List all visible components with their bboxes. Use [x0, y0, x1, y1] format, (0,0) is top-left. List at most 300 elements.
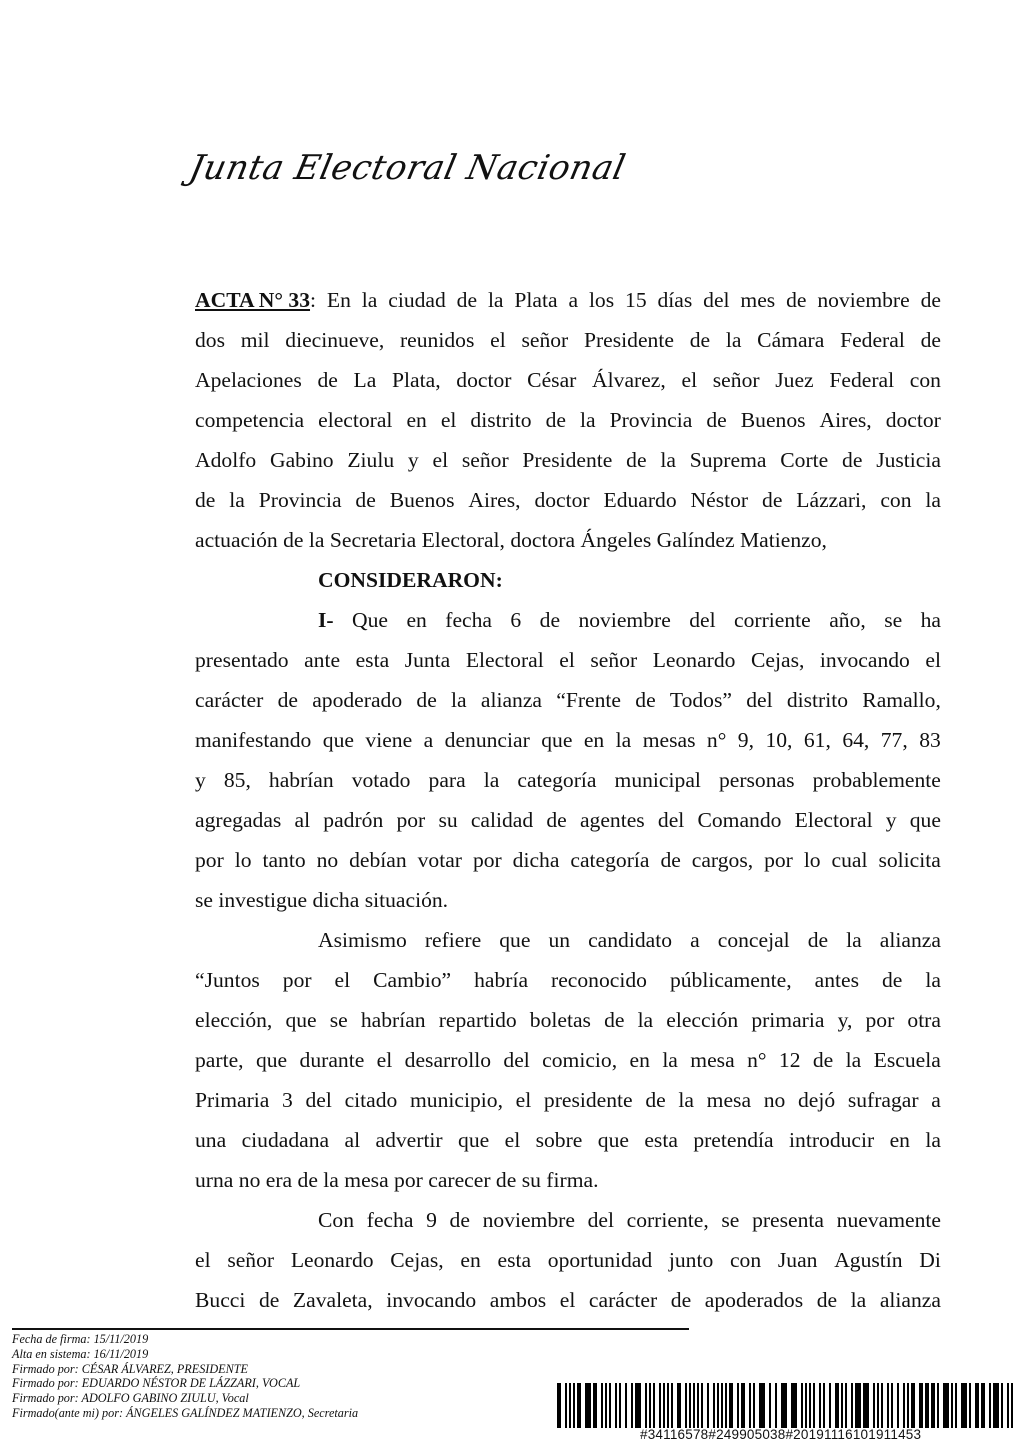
document-line [195, 1283, 941, 1323]
word: 83 [919, 728, 941, 752]
word: Primaria [195, 1088, 270, 1112]
word: Cejas, [751, 648, 805, 672]
word: que [909, 808, 941, 832]
word: agregadas [195, 808, 282, 832]
document-line [195, 1083, 941, 1123]
word: ha [920, 608, 941, 632]
word: ante [304, 648, 341, 672]
word: Comando [697, 808, 782, 832]
word: señor [712, 368, 760, 392]
word: de [546, 808, 567, 832]
word: 9 [426, 1208, 437, 1232]
word: de [355, 488, 376, 512]
word: Lázzari, [796, 488, 867, 512]
word: de [812, 1048, 834, 1072]
word: Leonardo [290, 1248, 374, 1272]
word: introducir [789, 1128, 875, 1152]
word: la [229, 488, 245, 512]
word: Agustín [834, 1248, 903, 1272]
word: Plata, [392, 368, 441, 392]
word: invocando [386, 1288, 477, 1312]
word: la [660, 448, 676, 472]
document-line [195, 723, 941, 763]
word: señor [461, 448, 509, 472]
word: de [670, 1288, 692, 1312]
word: la [361, 288, 378, 312]
word: en [406, 408, 427, 432]
word: en [889, 1128, 910, 1152]
word: Bucci [195, 1288, 246, 1312]
word: de [604, 1008, 625, 1032]
word: Electoral [465, 648, 544, 672]
word: con [909, 368, 941, 392]
word: ciudad [388, 288, 446, 312]
word: del [305, 1088, 332, 1112]
word: los [588, 288, 615, 312]
word: n° [747, 1048, 767, 1072]
word: por [396, 808, 426, 832]
word: la [925, 488, 941, 512]
word: comicio, [542, 1048, 618, 1072]
word: otra [907, 1008, 941, 1032]
word: votado [351, 768, 411, 792]
word: Asimismo [318, 928, 407, 952]
word: de [762, 488, 783, 512]
word: para [428, 768, 466, 792]
word: fecha [445, 608, 492, 632]
word: Aires, [819, 408, 872, 432]
word: Plata [514, 288, 558, 312]
word: junto [668, 1248, 714, 1272]
signature-date: Fecha de firma: 15/11/2019 [12, 1332, 149, 1346]
document-line [195, 963, 941, 1003]
word: de [660, 848, 681, 872]
word: habría [474, 968, 529, 992]
word: durante [299, 1048, 365, 1072]
word: Adolfo [195, 448, 257, 472]
word: primaria [751, 1008, 825, 1032]
word: de [635, 688, 656, 712]
word: repartido [438, 1008, 517, 1032]
system-date: Alta en sistema: 16/11/2019 [12, 1346, 149, 1361]
word: que [322, 728, 354, 752]
word: doctor [456, 368, 512, 392]
word: diecinueve, [285, 328, 385, 352]
word: la [850, 1288, 867, 1312]
word: electoral [318, 408, 393, 432]
word: candidato [588, 928, 673, 952]
word: Que [352, 608, 389, 632]
word: días [657, 288, 693, 312]
word: a [568, 288, 579, 312]
word: año, [829, 608, 866, 632]
word: n° [706, 728, 727, 752]
signature-block [12, 1332, 358, 1421]
word: Zavaleta, [292, 1288, 373, 1312]
word: Provincia [609, 408, 693, 432]
word: 6 [510, 608, 522, 632]
word: César [527, 368, 577, 392]
word: se [329, 1008, 348, 1032]
document-line [195, 843, 941, 883]
word: refiere [424, 928, 482, 952]
word: cual [831, 848, 868, 872]
word: Buenos [740, 408, 806, 432]
document-line [195, 1043, 941, 1083]
word: votar [417, 848, 462, 872]
word: presenta [752, 1208, 825, 1232]
word: la [637, 1008, 654, 1032]
signer-secretary: Firmado(ante mi) por: ÁNGELES GALÍNDEZ MATIENZO, Secretaria [12, 1405, 359, 1420]
word: la [451, 688, 467, 712]
word: Di [919, 1248, 941, 1272]
word: de [449, 1208, 470, 1232]
word: presidente [543, 1088, 633, 1112]
word: doctor [885, 408, 941, 432]
word: de [456, 288, 478, 312]
word: viene [365, 728, 413, 752]
word: su [438, 808, 458, 832]
word: Presidente [583, 328, 674, 352]
document-line [195, 363, 941, 403]
word: en [406, 608, 427, 632]
word: el [432, 448, 449, 472]
word: desarrollo [404, 1048, 491, 1072]
word: reconocido [551, 968, 647, 992]
word: calidad [470, 808, 534, 832]
word: de [807, 928, 829, 952]
letterhead-title: Junta Electoral Nacional [185, 148, 630, 188]
word: a [690, 928, 700, 952]
word: que [541, 728, 573, 752]
word: por [764, 848, 793, 872]
word: alianza [879, 928, 941, 952]
word: se [721, 1208, 740, 1232]
word: de [786, 288, 807, 312]
word: el [681, 368, 698, 392]
word: Ramallo, [862, 688, 941, 712]
word: concejal [717, 928, 790, 952]
word: de [416, 688, 437, 712]
word: Federal [840, 328, 905, 352]
word: En [326, 288, 351, 312]
word: el [376, 1048, 393, 1072]
word: Álvarez, [592, 368, 666, 392]
document-line [195, 483, 941, 523]
word: de [920, 288, 941, 312]
word: señor [590, 648, 638, 672]
word: ciudadana [241, 1128, 330, 1152]
word: esta [644, 1128, 678, 1152]
word: y [195, 768, 206, 792]
word: corriente [734, 608, 811, 632]
word: de [258, 1288, 280, 1312]
barcode-bar [1011, 1383, 1013, 1428]
word: dos [195, 328, 225, 352]
word: 64, [842, 728, 870, 752]
word: citado [344, 1088, 398, 1112]
word: el [559, 648, 575, 672]
word: el [925, 648, 941, 672]
word: de [842, 448, 863, 472]
word: parte, [195, 1048, 244, 1072]
section-heading: CONSIDERARON: [318, 568, 503, 592]
word: la [615, 728, 632, 752]
document-line [195, 563, 941, 603]
word: y [407, 448, 419, 472]
word: Suprema [689, 448, 767, 472]
word: de [706, 408, 727, 432]
word: La [353, 368, 377, 392]
word: Cambio” [373, 968, 452, 992]
word: del [657, 808, 685, 832]
word: dejó [797, 1088, 836, 1112]
word: no [316, 848, 339, 872]
word: que [285, 1008, 317, 1032]
word: en [629, 1048, 650, 1072]
word: por [195, 848, 224, 872]
word: Juan [777, 1248, 818, 1272]
document-line [195, 283, 941, 323]
word: debían [349, 848, 407, 872]
word: fecha [366, 1208, 414, 1232]
document-line [195, 643, 941, 683]
word: apoderado [312, 688, 403, 712]
word: Cejas, [390, 1248, 444, 1272]
word: Aires, [468, 488, 521, 512]
colon: : [310, 288, 317, 312]
word: al [294, 808, 311, 832]
word: lo [803, 848, 821, 872]
word: 10, [765, 728, 793, 752]
word: de [816, 1288, 838, 1312]
word: padrón [323, 808, 384, 832]
word: advertir [375, 1128, 443, 1152]
document-line [195, 923, 941, 963]
word: 9, [737, 728, 754, 752]
word: el [504, 1128, 521, 1152]
word: boletas [529, 1008, 591, 1032]
word: categoría [570, 848, 650, 872]
word: apoderados [704, 1288, 804, 1312]
word: de [645, 1088, 666, 1112]
word: de [539, 608, 561, 632]
word: con [880, 488, 912, 512]
word: Cámara [757, 328, 825, 352]
word: municipio, [410, 1088, 503, 1112]
word: carácter [588, 1288, 658, 1312]
word: 3 [282, 1088, 293, 1112]
word: del [746, 688, 773, 712]
word: oportunidad [547, 1248, 653, 1272]
word: la [580, 408, 596, 432]
word: personas [718, 768, 795, 792]
word: “Frente [556, 688, 622, 712]
word: que [499, 928, 531, 952]
document-line [195, 1123, 941, 1163]
word: a [931, 1088, 941, 1112]
word: por [865, 1008, 895, 1032]
word: Gabino [269, 448, 334, 472]
word: mesa [690, 1048, 735, 1072]
word: que [458, 1128, 490, 1152]
word: cargos, [691, 848, 754, 872]
word: del [703, 288, 730, 312]
document-line [195, 803, 941, 843]
word: el [559, 1288, 576, 1312]
word: a [423, 728, 434, 752]
word: corriente, [626, 1208, 709, 1232]
word: mes [740, 288, 776, 312]
word: por [472, 848, 502, 872]
word: la [845, 1048, 862, 1072]
word: Corte [780, 448, 829, 472]
word: Escuela [873, 1048, 941, 1072]
word: la [925, 968, 941, 992]
document-line [195, 603, 941, 643]
word: públicamente, [669, 968, 792, 992]
word: 77, [880, 728, 908, 752]
word: del [503, 1048, 530, 1072]
document-line [195, 323, 941, 363]
word: la [725, 328, 742, 352]
document-line [195, 1243, 941, 1283]
word: Eduardo [603, 488, 677, 512]
word: noviembre [817, 288, 910, 312]
word: Apelaciones [195, 368, 302, 392]
word: un [548, 928, 571, 952]
word: Todos” [669, 688, 732, 712]
word: no [763, 1088, 786, 1112]
word: mil [240, 328, 270, 352]
word: al [344, 1128, 361, 1152]
word: Juez [775, 368, 814, 392]
word: alianza [879, 1288, 941, 1312]
word: Ziulu [347, 448, 395, 472]
word: de [689, 328, 711, 352]
word: dicha [512, 848, 560, 872]
acta-label-group [195, 283, 316, 323]
word: denunciar [444, 728, 530, 752]
word: y [885, 808, 897, 832]
word: Presidente [522, 448, 613, 472]
word: de [195, 488, 216, 512]
document-line [195, 763, 941, 803]
word: presentado [195, 648, 289, 672]
word: distrito [470, 408, 532, 432]
word: ambos [489, 1288, 547, 1312]
signer-vocal-lazzari: Firmado por: EDUARDO NÉSTOR DE LÁZZARI, VOCAL [12, 1376, 301, 1391]
document-body [195, 283, 941, 1323]
word: “Juntos [195, 968, 260, 992]
document-line: se investigue dicha situación. [195, 888, 449, 912]
word: distrito [786, 688, 849, 712]
word: Leonardo [652, 648, 736, 672]
word: nuevamente [836, 1208, 941, 1232]
word: y, [837, 1008, 853, 1032]
document-line: actuación de la Secretaria Electoral, doctora Ángeles Galíndez Matienzo, [195, 528, 827, 552]
word: carácter [195, 688, 264, 712]
word: Electoral [794, 808, 873, 832]
word: de [545, 408, 566, 432]
word: de [882, 968, 903, 992]
word: mesas [642, 728, 696, 752]
barcode [557, 1383, 1017, 1428]
barcode-number: #34116578#249905038#20191116101911453 [640, 1427, 922, 1442]
word: del [587, 1208, 614, 1232]
word: antes [814, 968, 860, 992]
word: doctor [534, 488, 590, 512]
signer-president: Firmado por: CÉSAR ÁLVAREZ, PRESIDENTE [12, 1361, 248, 1376]
word: municipal [614, 768, 701, 792]
word: de [626, 448, 647, 472]
word: que [255, 1048, 288, 1072]
word: Néstor [690, 488, 749, 512]
word: lo [234, 848, 252, 872]
word: la [678, 1088, 694, 1112]
word: sufragar [847, 1088, 919, 1112]
acta-number: ACTA N° 33 [195, 288, 311, 312]
signer-vocal-ziulu: Firmado por: ADOLFO GABINO ZIULU, Vocal [12, 1391, 249, 1406]
word: de [277, 688, 298, 712]
word: manifestando [195, 728, 312, 752]
word: pretendía [693, 1128, 774, 1152]
word: probablemente [812, 768, 941, 792]
document-line [195, 683, 941, 723]
word: el [515, 1088, 532, 1112]
word: noviembre [578, 608, 671, 632]
word: mesa [706, 1088, 752, 1112]
word: 85, [223, 768, 251, 792]
document-line [195, 403, 941, 443]
word: del [689, 608, 716, 632]
word: en [583, 728, 605, 752]
document-line [195, 1203, 941, 1243]
document-line [195, 1003, 941, 1043]
document-line [195, 443, 941, 483]
word: agentes [579, 808, 645, 832]
word: la [662, 1048, 678, 1072]
word: alianza [480, 688, 543, 712]
word: Con [318, 1208, 354, 1232]
word: la [846, 928, 862, 952]
word: se [884, 608, 903, 632]
item-number: I- [318, 608, 334, 632]
word: 61, [803, 728, 831, 752]
word: categoría [517, 768, 597, 792]
word: la [925, 1128, 941, 1152]
word: con [729, 1248, 762, 1272]
word: el [195, 1248, 211, 1272]
word: sobre [535, 1128, 583, 1152]
word: Provincia [258, 488, 342, 512]
word: tanto [262, 848, 306, 872]
word: habrían [360, 1008, 426, 1032]
word: el [334, 968, 351, 992]
footer-divider [12, 1328, 689, 1330]
word: solicita [878, 848, 941, 872]
word: invocando [819, 648, 910, 672]
word: elección [666, 1008, 739, 1032]
word: Justicia [876, 448, 941, 472]
word: de [920, 328, 941, 352]
word: competencia [195, 408, 305, 432]
word: la [487, 288, 504, 312]
word: de [317, 368, 338, 392]
word: habrían [268, 768, 334, 792]
word: Buenos [389, 488, 455, 512]
word: el [440, 408, 457, 432]
